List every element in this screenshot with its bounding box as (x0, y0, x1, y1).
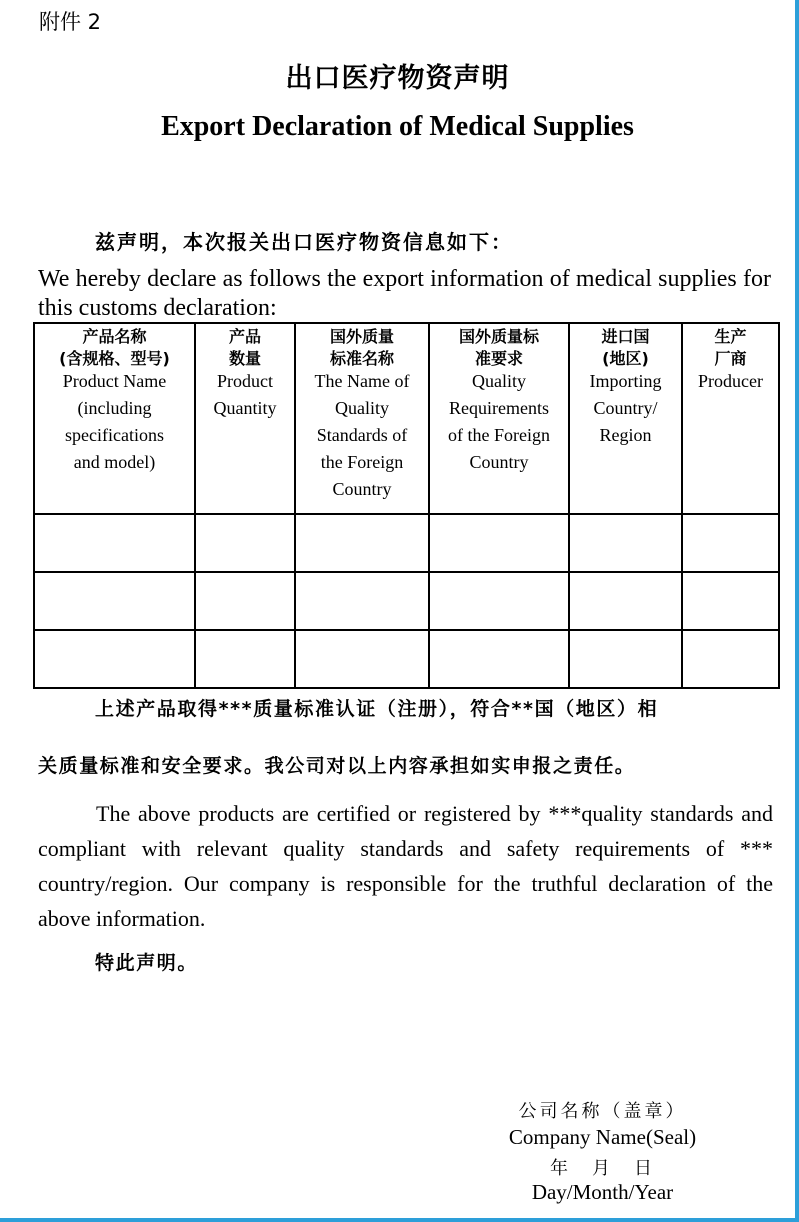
table-header-row (34, 323, 779, 514)
table-cell[interactable] (295, 514, 429, 572)
col-standard-name (295, 323, 429, 514)
table-cell[interactable] (34, 572, 195, 630)
table-cell[interactable] (429, 572, 569, 630)
table-cell[interactable] (569, 630, 682, 688)
header-en: Product Name (including specifications and model) (62, 371, 167, 472)
header-en: Product Quantity (213, 371, 277, 418)
col-product-name (34, 323, 195, 514)
table-cell[interactable] (295, 572, 429, 630)
header-cn: 国外质量 标准名称 (329, 327, 394, 368)
header-cn: 生产 厂商 (714, 327, 747, 368)
date-cn: 年 月 日 (550, 1158, 655, 1179)
table-cell[interactable] (34, 514, 195, 572)
closing-chinese: 特此声明。 (95, 952, 199, 974)
statement-english: The above products are certified or registered by ***quality standards and compliant with relevant quality standards and safety requirements of *** country/region. Our company is responsible for the truthful declaration of the above information. (38, 801, 773, 931)
table-cell[interactable] (682, 572, 779, 630)
table-cell[interactable] (682, 514, 779, 572)
col-producer (682, 323, 779, 514)
company-name-cn: 公司名称（盖章） (518, 1101, 687, 1122)
title-chinese: 出口医疗物资声明 (285, 63, 510, 94)
header-cn: 国外质量标 准要求 (458, 327, 539, 368)
table-cell[interactable] (195, 572, 295, 630)
table-cell[interactable] (195, 514, 295, 572)
table-row (34, 572, 779, 630)
table-row (34, 630, 779, 688)
header-cn: 产品 数量 (228, 327, 261, 368)
table-cell[interactable] (295, 630, 429, 688)
intro-chinese: 兹声明，本次报关出口医疗物资信息如下： (95, 230, 513, 254)
table-cell[interactable] (429, 514, 569, 572)
table-cell[interactable] (34, 630, 195, 688)
table-cell[interactable] (682, 630, 779, 688)
table-cell[interactable] (429, 630, 569, 688)
header-en: Quality Requirements of the Foreign Country (448, 371, 550, 472)
intro-english: We hereby declare as follows the export information of medical supplies for this customs declaration: (38, 266, 771, 321)
col-importing-country (569, 323, 682, 514)
statement-chinese-line-1: 上述产品取得***质量标准认证（注册），符合**国（地区）相 (95, 698, 659, 720)
table-cell[interactable] (195, 630, 295, 688)
attachment-label: 附件 2 (39, 10, 102, 34)
company-name-en: Company Name(Seal) (508, 1125, 697, 1149)
header-en: The Name of Quality Standards of the Foreign Country (314, 371, 410, 499)
col-product-quantity (195, 323, 295, 514)
table-row (34, 514, 779, 572)
title-english: Export Declaration of Medical Supplies (161, 111, 634, 142)
table-cell[interactable] (569, 572, 682, 630)
header-cn: 产品名称 (含规格、型号) (59, 327, 170, 368)
statement-chinese-line-2: 关质量标准和安全要求。我公司对以上内容承担如实申报之责任。 (38, 755, 636, 777)
table-cell[interactable] (569, 514, 682, 572)
header-en: Producer (698, 371, 763, 391)
col-quality-requirements (429, 323, 569, 514)
header-cn: 进口国 (地区) (601, 327, 650, 368)
date-en: Day/Month/Year (531, 1180, 674, 1204)
declaration-table (33, 322, 780, 689)
header-en: Importing Country/ Region (589, 371, 662, 445)
